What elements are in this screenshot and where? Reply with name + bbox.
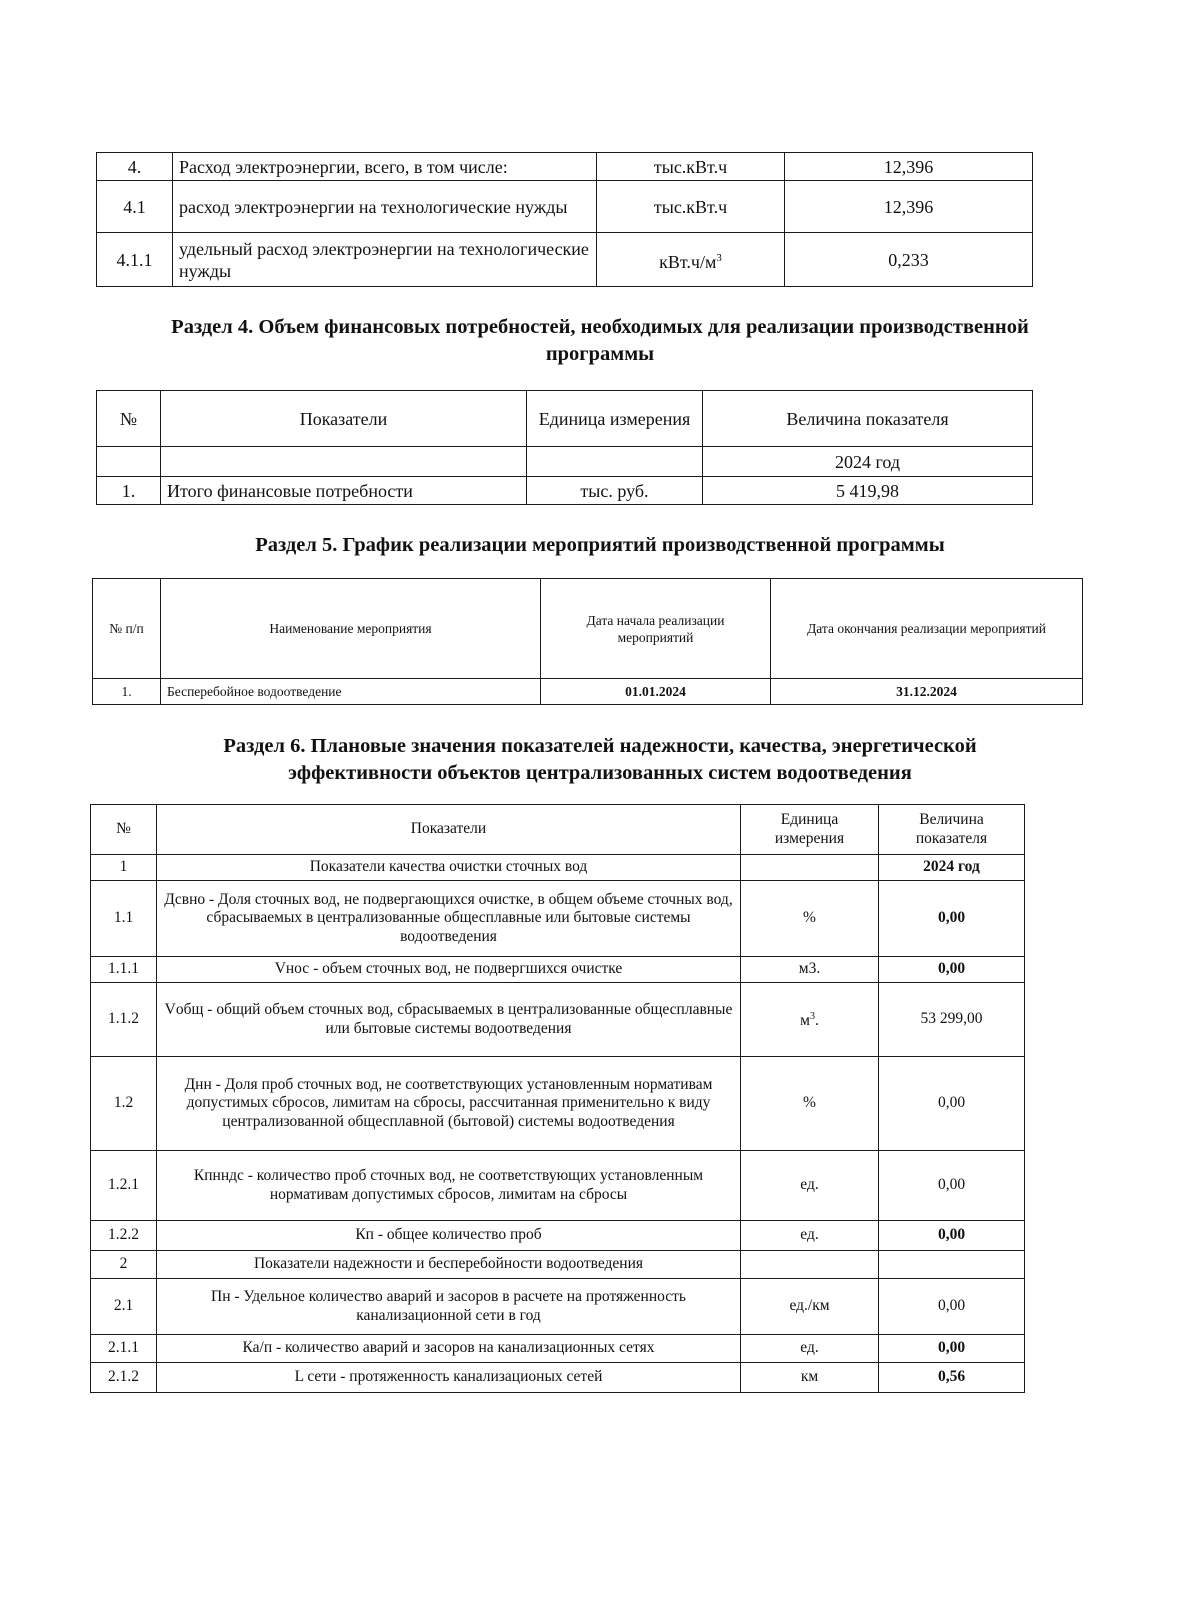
row-number: 2.1.1 <box>91 1335 157 1363</box>
value: 12,396 <box>785 153 1033 181</box>
header-number: № <box>97 391 161 447</box>
header-start-date: Дата начала реализации мероприятий <box>541 579 771 679</box>
table-header-row <box>93 579 1083 679</box>
indicator-name: Кпнндс - количество проб сточных вод, не соответствующих установленным нормативам допустимых сбросов, лимитам на сбросы <box>157 1151 741 1221</box>
energy-table <box>96 152 1033 287</box>
section4-table <box>96 390 1033 505</box>
table-row <box>91 1335 1025 1363</box>
unit <box>741 1251 879 1279</box>
indicator-name: Расход электроэнергии, всего, в том числе: <box>173 153 597 181</box>
header-unit: Единица измерения <box>741 805 879 855</box>
value: 0,233 <box>785 233 1033 287</box>
empty-cell <box>97 447 161 477</box>
table-row <box>91 1363 1025 1393</box>
event-name: Бесперебойное водоотведение <box>161 679 541 705</box>
row-number: 2.1.2 <box>91 1363 157 1393</box>
indicator-name: Vобщ - общий объем сточных вод, сбрасываемых в централизованные общесплавные или бытовые системы водоотведения <box>157 983 741 1057</box>
unit <box>597 233 785 287</box>
end-date: 31.12.2024 <box>771 679 1083 705</box>
unit <box>741 983 879 1057</box>
table-header-row <box>91 805 1025 855</box>
header-end-date: Дата окончания реализации мероприятий <box>771 579 1083 679</box>
section5-table <box>92 578 1083 705</box>
value: 0,00 <box>879 1151 1025 1221</box>
table-row <box>91 957 1025 983</box>
indicator-name: Ка/п - количество аварий и засоров на канализационных сетях <box>157 1335 741 1363</box>
empty-cell <box>161 447 527 477</box>
unit: тыс.кВт.ч <box>597 153 785 181</box>
empty-cell <box>527 447 703 477</box>
row-number: 1.2 <box>91 1057 157 1151</box>
value: 0,00 <box>879 881 1025 957</box>
unit <box>741 855 879 881</box>
indicator-name: расход электроэнергии на технологические нужды <box>173 181 597 233</box>
value: 5 419,98 <box>703 477 1033 505</box>
header-unit: Единица измерения <box>527 391 703 447</box>
indicator-name: Vнос - объем сточных вод, не подвергшихся очистке <box>157 957 741 983</box>
unit: ед./км <box>741 1279 879 1335</box>
row-number: 4.1 <box>97 181 173 233</box>
indicator-name: Пн - Удельное количество аварий и засоров в расчете на протяженность канализационной сети в год <box>157 1279 741 1335</box>
indicator-name: Дсвно - Доля сточных вод, не подвергающихся очистке, в общем объеме сточных вод, сбрасываемых в централизованные общесплавные или бытовые системы водоотведения <box>157 881 741 957</box>
table-row <box>91 1279 1025 1335</box>
row-number: 2.1 <box>91 1279 157 1335</box>
row-number: 1. <box>97 477 161 505</box>
table-row <box>91 983 1025 1057</box>
table-row <box>97 153 1033 181</box>
value: 0,00 <box>879 1335 1025 1363</box>
indicator-name: Итого финансовые потребности <box>161 477 527 505</box>
indicator-name: Показатели надежности и бесперебойности водоотведения <box>157 1251 741 1279</box>
value: 12,396 <box>785 181 1033 233</box>
section5-title: Раздел 5. График реализации мероприятий производственной программы <box>255 534 945 556</box>
row-number: 1.2.2 <box>91 1221 157 1251</box>
row-number: 1. <box>93 679 161 705</box>
row-number: 4. <box>97 153 173 181</box>
header-indicators: Показатели <box>161 391 527 447</box>
indicator-name: Показатели качества очистки сточных вод <box>157 855 741 881</box>
section6-title-line1: Раздел 6. Плановые значения показателей надежности, качества, энергетической <box>223 735 977 757</box>
unit: % <box>741 881 879 957</box>
value: 0,00 <box>879 957 1025 983</box>
unit: тыс. руб. <box>527 477 703 505</box>
indicator-name: Кп - общее количество проб <box>157 1221 741 1251</box>
table-row <box>97 477 1033 505</box>
unit-base: м <box>800 1012 810 1030</box>
header-event-name: Наименование мероприятия <box>161 579 541 679</box>
row-number: 1 <box>91 855 157 881</box>
value: 0,00 <box>879 1057 1025 1151</box>
value: 0,00 <box>879 1221 1025 1251</box>
value: 53 299,00 <box>879 983 1025 1057</box>
header-number: № <box>91 805 157 855</box>
unit: ед. <box>741 1221 879 1251</box>
indicator-name: L сети - протяженность канализационых сетей <box>157 1363 741 1393</box>
unit: % <box>741 1057 879 1151</box>
table-row <box>91 1057 1025 1151</box>
table-row <box>91 1221 1025 1251</box>
value: 2024 год <box>879 855 1025 881</box>
header-value: Величина показателя <box>703 391 1033 447</box>
unit-suffix: . <box>814 1012 819 1030</box>
row-number: 4.1.1 <box>97 233 173 287</box>
section6-table <box>90 804 1025 1393</box>
section6-title <box>0 733 1200 787</box>
header-number: № п/п <box>93 579 161 679</box>
unit: тыс.кВт.ч <box>597 181 785 233</box>
section4-title-line1: Раздел 4. Объем финансовых потребностей, необходимых для реализации производственной <box>171 316 1029 338</box>
unit-superscript: 3 <box>716 251 722 264</box>
value <box>879 1251 1025 1279</box>
row-number: 1.1 <box>91 881 157 957</box>
section4-title-line2: программы <box>545 343 655 365</box>
table-row <box>91 881 1025 957</box>
unit: км <box>741 1363 879 1393</box>
unit: ед. <box>741 1151 879 1221</box>
indicator-name: удельный расход электроэнергии на технологические нужды <box>173 233 597 287</box>
section4-title <box>0 314 1200 368</box>
year-label: 2024 год <box>703 447 1033 477</box>
unit: м3. <box>741 957 879 983</box>
table-row <box>91 1151 1025 1221</box>
table-row <box>93 679 1083 705</box>
header-value: Величина показателя <box>879 805 1025 855</box>
unit: ед. <box>741 1335 879 1363</box>
table-row <box>91 1251 1025 1279</box>
table-row <box>97 181 1033 233</box>
row-number: 2 <box>91 1251 157 1279</box>
start-date: 01.01.2024 <box>541 679 771 705</box>
row-number: 1.1.1 <box>91 957 157 983</box>
unit-base: кВт.ч/м <box>659 251 717 272</box>
table-row <box>91 855 1025 881</box>
value: 0,00 <box>879 1279 1025 1335</box>
unit-superscript: 3 <box>809 1011 815 1023</box>
row-number: 1.2.1 <box>91 1151 157 1221</box>
section6-title-line2: эффективности объектов централизованных систем водоотведения <box>288 762 912 784</box>
value: 0,56 <box>879 1363 1025 1393</box>
table-row <box>97 447 1033 477</box>
table-row <box>97 233 1033 287</box>
header-indicators: Показатели <box>157 805 741 855</box>
table-header-row <box>97 391 1033 447</box>
indicator-name: Днн - Доля проб сточных вод, не соответствующих установленным нормативам допустимых сбросов, лимитам на сбросы, рассчитанная применительно к виду централизованной общесплавной (бытовой) системы водоотведения <box>157 1057 741 1151</box>
row-number: 1.1.2 <box>91 983 157 1057</box>
